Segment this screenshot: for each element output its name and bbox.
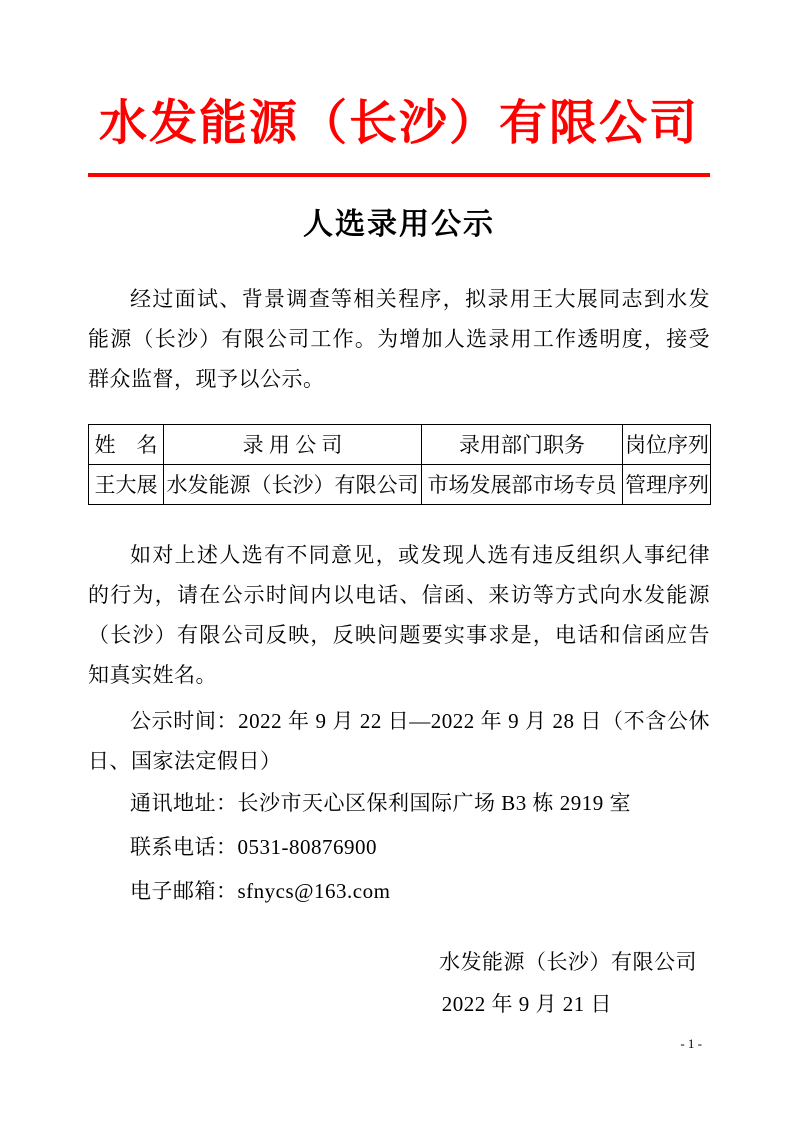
signature-date: 2022 年 9 月 21 日 [441, 991, 612, 1016]
column-header-name: 姓 名 [89, 424, 164, 464]
column-header-department: 录用部门职务 [422, 424, 623, 464]
cell-hiring-company: 水发能源（长沙）有限公司 [164, 464, 422, 504]
signature-company: 水发能源（长沙）有限公司 [439, 949, 697, 974]
page-number: - 1 - [680, 1036, 702, 1051]
column-header-company: 录 用 公 司 [164, 424, 422, 464]
feedback-paragraph: 如对上述人选有不同意见，或发现人选有违反组织人事纪律的行为，请在公示时间内以电话、信函、来访等方式向水发能源（长沙）有限公司反映，反映问题要实事求是，电话和信函应告知真实姓名。 [88, 542, 710, 687]
contact-email-line: 电子邮箱：sfnycs@163.com [130, 878, 391, 903]
cell-position-sequence: 管理序列 [623, 464, 711, 504]
cell-candidate-name: 王大展 [89, 464, 164, 504]
publicity-period-line: 公示时间：2022 年 9 月 22 日—2022 年 9 月 28 日（不含公休日、国家法定假日） [88, 708, 710, 773]
document-title: 人选录用公示 [303, 207, 495, 241]
contact-phone-line: 联系电话：0531-80876900 [130, 834, 377, 859]
header-divider-rule [88, 173, 710, 177]
table-row [89, 464, 711, 504]
contact-address-line: 通讯地址：长沙市天心区保利国际广场 B3 栋 2919 室 [130, 790, 632, 815]
intro-paragraph: 经过面试、背景调查等相关程序，拟录用王大展同志到水发能源（长沙）有限公司工作。为增加人选录用工作透明度，接受群众监督，现予以公示。 [88, 286, 710, 391]
signature-block [88, 941, 710, 1025]
table-header-row [89, 424, 711, 464]
column-header-sequence: 岗位序列 [623, 424, 711, 464]
company-header-title: 水发能源（长沙）有限公司 [98, 97, 699, 150]
recruitment-table [88, 424, 711, 505]
cell-department-position: 市场发展部市场专员 [422, 464, 623, 504]
